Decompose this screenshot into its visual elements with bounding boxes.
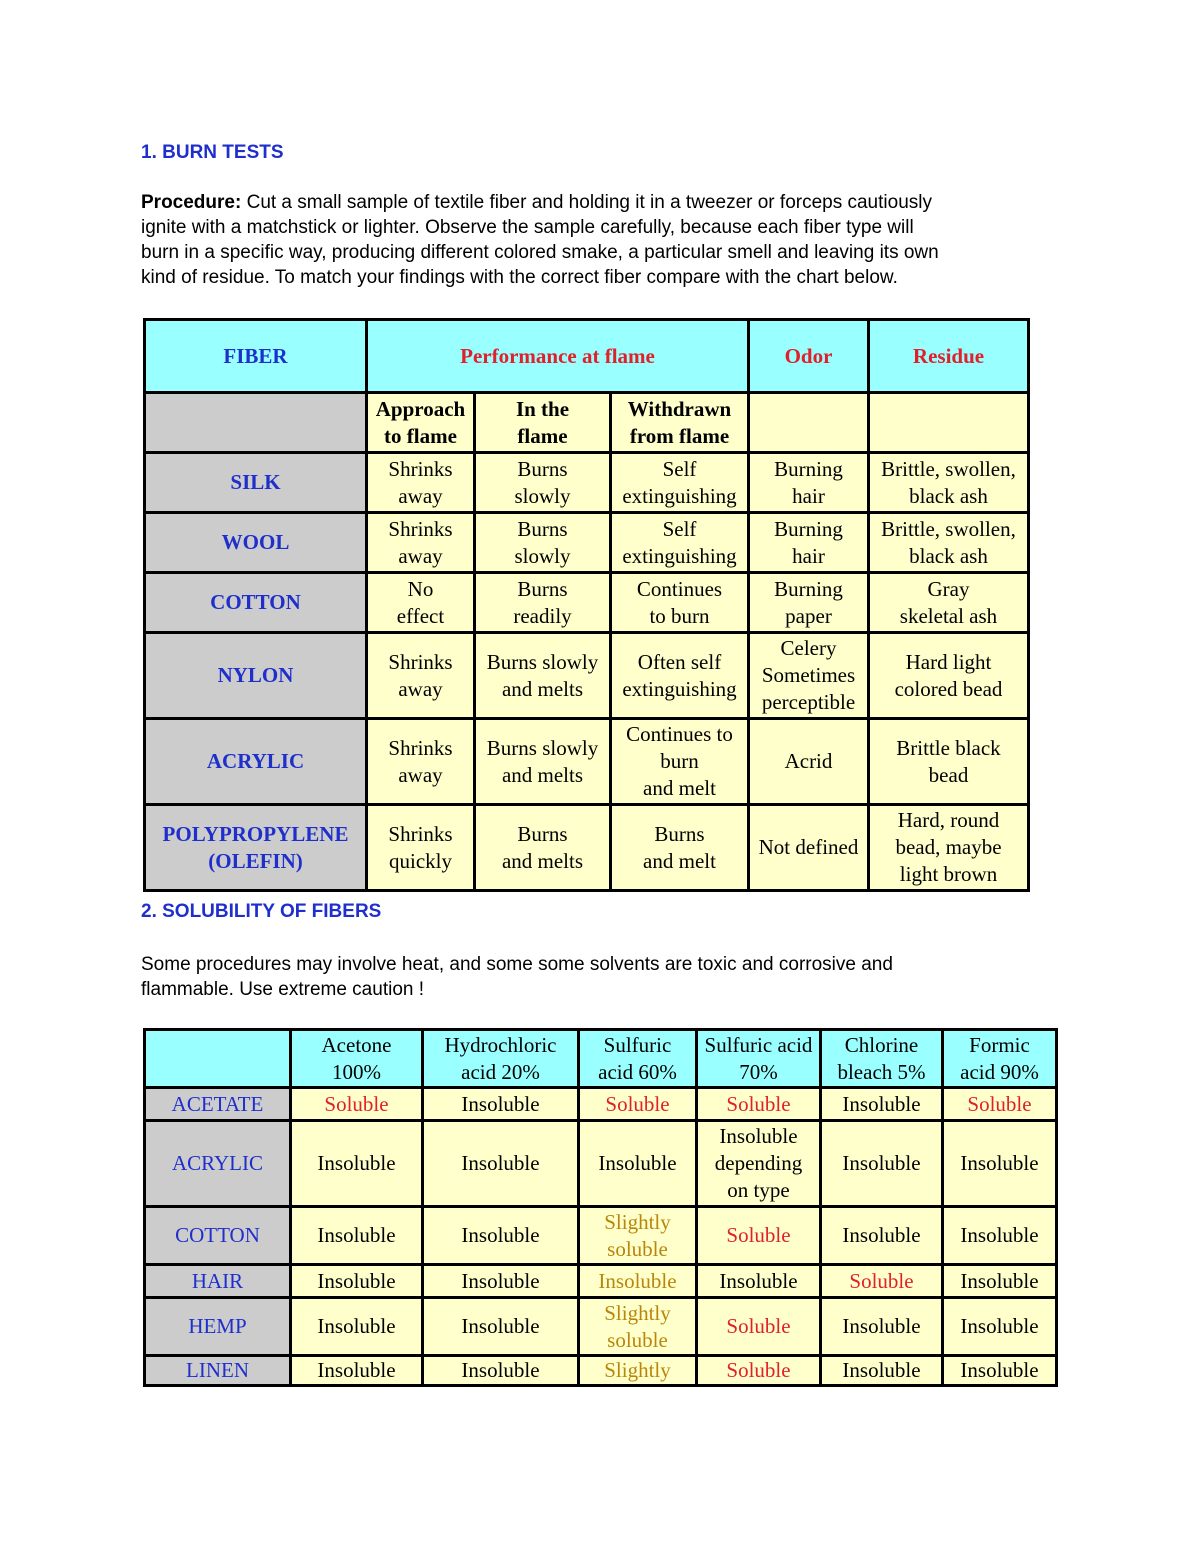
approach-cell [367,513,475,573]
withdrawn-cell [611,453,749,513]
withdrawn-line: extinguishing [622,543,737,568]
odor-line: Celery [780,636,837,660]
withdrawn-line: burn [660,749,699,773]
solubility-value: Soluble [849,1268,914,1293]
solubility-value-cell [423,1121,579,1207]
odor-line: Not defined [758,835,859,859]
solubility-value-cell [821,1356,943,1386]
residue-line: Hard light [905,649,992,674]
solubility-value-cell [943,1356,1057,1386]
in-flame-cell [475,513,611,573]
solubility-value: Insoluble [461,1314,540,1338]
solubility-row [145,1298,1057,1356]
solubility-value-cell [821,1265,943,1298]
residue-cell [869,633,1029,719]
fiber-name: POLYPROPYLENE [162,821,349,846]
solubility-value: Insoluble [317,1151,396,1175]
procedure-line: ignite with a matchstick or lighter. Observe the sample carefully, because each fiber type will [141,217,914,238]
fiber-name-cell [145,453,367,513]
withdrawn-cell [611,719,749,805]
approach-cell [367,453,475,513]
solubility-value-cell [291,1121,423,1207]
solubility-value-cell [697,1121,821,1207]
odor-cell [749,805,869,891]
header-odor: Odor [749,320,869,393]
solvent-header-line: 70% [739,1059,778,1084]
solubility-value: Insoluble [719,1268,798,1293]
solubility-value: Insoluble [317,1268,396,1293]
solubility-value: soluble [607,1327,668,1352]
solubility-value: Insoluble [960,1223,1039,1247]
solubility-value-cell [821,1207,943,1265]
burn-row [145,719,1029,805]
subheader-residue-empty [869,393,1029,453]
solubility-fiber-name: COTTON [145,1207,291,1265]
fiber-name: NYLON [217,663,294,687]
solubility-value-cell [579,1298,697,1356]
procedure-line: burn in a specific way, producing different colored smake, a particular smell and leaving its own [141,242,939,263]
subheader-in-flame-line: flame [517,423,568,448]
solubility-row [145,1088,1057,1121]
withdrawn-line: Continues to [626,722,733,746]
solubility-value: Insoluble [461,1268,540,1293]
solubility-row [145,1265,1057,1298]
solubility-value-cell [943,1207,1057,1265]
odor-line: hair [792,483,825,508]
subheader-empty [145,393,367,453]
solubility-value: Insoluble [719,1124,798,1148]
withdrawn-line: to burn [649,603,710,628]
fiber-name: (OLEFIN) [208,848,303,873]
solubility-value: Insoluble [317,1314,396,1338]
procedure-paragraph [141,190,1061,290]
solubility-value-cell [291,1298,423,1356]
solubility-fiber-name: ACETATE [145,1088,291,1121]
odor-line: Burning [774,516,843,541]
approach-line: Shrinks [388,649,453,674]
solubility-value-cell [697,1298,821,1356]
solubility-value-cell [943,1265,1057,1298]
residue-cell [869,573,1029,633]
subheader-in-flame [475,393,611,453]
fiber-name-cell [145,633,367,719]
in-flame-line: Burns [517,456,568,481]
solubility-row [145,1121,1057,1207]
residue-line: black ash [909,483,988,508]
fiber-name: WOOL [221,530,290,554]
solvent-header-line: Chlorine [844,1032,919,1057]
solvent-header [423,1030,579,1088]
solubility-value-cell [291,1207,423,1265]
solubility-line: flammable. Use extreme caution ! [141,979,425,1000]
withdrawn-cell [611,805,749,891]
subheader-withdrawn-line: Withdrawn [627,396,732,421]
odor-line: paper [785,603,832,628]
solubility-value: Insoluble [317,1358,396,1382]
solvent-header [821,1030,943,1088]
in-flame-line: Burns [517,516,568,541]
in-flame-cell [475,633,611,719]
subheader-withdrawn-line: from flame [629,423,730,448]
solubility-value: Insoluble [842,1091,921,1116]
withdrawn-cell [611,513,749,573]
solvent-header-line: 100% [332,1059,381,1084]
approach-cell [367,805,475,891]
subheader-approach-line: to flame [384,423,457,448]
solubility-fiber-name: HAIR [145,1265,291,1298]
odor-cell [749,633,869,719]
solubility-value: Insoluble [960,1314,1039,1338]
header-performance: Performance at flame [367,320,749,393]
solubility-value-cell [943,1121,1057,1207]
approach-line: Shrinks [388,456,453,481]
solubility-value-cell [579,1356,697,1386]
solubility-value: Insoluble [598,1151,677,1175]
withdrawn-line: extinguishing [622,483,737,508]
residue-line: bead, maybe [895,835,1002,859]
solubility-value: depending [714,1151,803,1175]
approach-line: away [398,762,443,787]
solubility-value: Slightly [604,1300,671,1325]
odor-cell [749,719,869,805]
in-flame-line: and melts [501,676,584,701]
solubility-value-cell [821,1298,943,1356]
solvent-header-line: Sulfuric acid [704,1032,813,1057]
withdrawn-line: Self [662,456,697,481]
solubility-value-cell [291,1265,423,1298]
section-heading-solubility: 2. SOLUBILITY OF FIBERS [141,901,382,922]
solubility-value: Soluble [605,1091,670,1116]
section-heading-burn-tests: 1. BURN TESTS [141,142,284,163]
solubility-value-cell [579,1265,697,1298]
burn-row [145,453,1029,513]
solubility-value: Insoluble [461,1223,540,1247]
solvent-header-line: Formic [969,1032,1030,1057]
subheader-approach [367,393,475,453]
withdrawn-line: Often self [637,649,722,674]
approach-line: quickly [389,848,452,873]
solubility-value: Insoluble [960,1268,1039,1293]
solubility-value-cell [423,1088,579,1121]
solubility-value: Insoluble [598,1268,677,1293]
residue-line: Brittle, swollen, [881,456,1016,481]
solubility-value-cell [579,1121,697,1207]
fiber-name-cell [145,805,367,891]
in-flame-line: readily [513,603,572,628]
solubility-value-cell [697,1356,821,1386]
solubility-header-empty [145,1030,291,1088]
residue-cell [869,453,1029,513]
solubility-value-cell [423,1356,579,1386]
solvent-header-line: acid 60% [598,1059,677,1084]
in-flame-line: and melts [501,762,584,787]
residue-line: Gray [927,576,970,601]
in-flame-cell [475,805,611,891]
odor-line: Acrid [784,749,833,773]
withdrawn-line: Burns [654,821,705,846]
approach-line: away [398,543,443,568]
subheader-in-flame-line: In the [515,396,570,421]
fiber-name-cell [145,513,367,573]
odor-line: Burning [774,456,843,481]
solubility-value: Insoluble [842,1358,921,1382]
fiber-name: ACRYLIC [206,749,305,773]
solubility-value: Soluble [726,1358,791,1382]
residue-line: Hard, round [897,808,1000,832]
in-flame-line: slowly [514,543,571,568]
solvent-header-line: Acetone [321,1032,392,1057]
solubility-value-cell [821,1121,943,1207]
burn-row [145,573,1029,633]
approach-line: Shrinks [388,821,453,846]
solvent-header [697,1030,821,1088]
fiber-name-cell [145,573,367,633]
subheader-withdrawn [611,393,749,453]
residue-cell [869,513,1029,573]
solubility-line: Some procedures may involve heat, and some some solvents are toxic and corrosive and [141,954,893,975]
solubility-value: Insoluble [960,1358,1039,1382]
fiber-name: SILK [230,470,281,494]
approach-line: Shrinks [388,516,453,541]
odor-cell [749,453,869,513]
burn-row [145,513,1029,573]
approach-line: Shrinks [388,735,453,760]
solubility-fiber-name: HEMP [145,1298,291,1356]
solubility-value: Slightly [604,1358,671,1382]
solvent-header-line: acid 20% [461,1059,540,1084]
solvent-header-line: Sulfuric [603,1032,672,1057]
fiber-name: COTTON [210,590,301,614]
in-flame-line: slowly [514,483,571,508]
approach-cell [367,633,475,719]
solubility-value: Insoluble [317,1223,396,1247]
withdrawn-line: extinguishing [622,676,737,701]
solubility-value-cell [821,1088,943,1121]
odor-line: perceptible [761,690,856,714]
solubility-value-cell [943,1088,1057,1121]
residue-line: light brown [899,862,998,886]
solvent-header-line: acid 90% [960,1059,1039,1084]
approach-line: away [398,483,443,508]
subheader-odor-empty [749,393,869,453]
solubility-value-cell [423,1265,579,1298]
solubility-value-cell [697,1207,821,1265]
residue-line: black ash [909,543,988,568]
burn-tests-section [141,140,1061,290]
solubility-value-cell [697,1088,821,1121]
solvent-header-line: bleach 5% [837,1059,926,1084]
solubility-value-cell [291,1088,423,1121]
solvent-header [579,1030,697,1088]
odor-line: Burning [774,576,843,601]
solubility-value: Insoluble [461,1091,540,1116]
solubility-row [145,1207,1057,1265]
solubility-header-row [145,1030,1057,1088]
odor-cell [749,573,869,633]
withdrawn-cell [611,573,749,633]
in-flame-cell [475,573,611,633]
approach-line: effect [396,603,445,628]
odor-line: hair [792,543,825,568]
in-flame-line: Burns slowly [486,735,599,760]
withdrawn-cell [611,633,749,719]
approach-line: No [407,576,434,601]
solubility-value: Soluble [324,1091,389,1116]
solvent-header [943,1030,1057,1088]
solubility-value: Soluble [726,1223,791,1247]
solubility-value: Insoluble [461,1358,540,1382]
residue-cell [869,719,1029,805]
burn-header-row [145,320,1029,393]
solubility-value: Insoluble [960,1151,1039,1175]
residue-line: bead [928,762,969,787]
residue-line: colored bead [894,676,1003,701]
solubility-row [145,1356,1057,1386]
procedure-label: Procedure: [141,192,242,213]
burn-row [145,633,1029,719]
in-flame-cell [475,719,611,805]
solvent-header [291,1030,423,1088]
withdrawn-line: Continues [636,576,723,601]
approach-cell [367,719,475,805]
in-flame-line: Burns [517,576,568,601]
solubility-value: Insoluble [842,1151,921,1175]
residue-line: skeletal ash [899,603,998,628]
procedure-line: Cut a small sample of textile fiber and holding it in a tweezer or forceps cautiously [241,192,932,213]
solubility-value-cell [423,1207,579,1265]
procedure-line: kind of residue. To match your findings with the correct fiber compare with the chart below. [141,267,898,288]
solvent-header-line: Hydrochloric [444,1032,557,1057]
solubility-value-cell [579,1207,697,1265]
solubility-value: Soluble [967,1091,1032,1116]
solubility-value-cell [579,1088,697,1121]
withdrawn-line: Self [662,516,697,541]
in-flame-line: and melts [501,848,584,873]
subheader-approach-line: Approach [375,396,466,421]
solubility-value-cell [423,1298,579,1356]
odor-cell [749,513,869,573]
solubility-value: Insoluble [842,1223,921,1247]
solubility-fiber-name: ACRYLIC [145,1121,291,1207]
withdrawn-line: and melt [643,848,716,873]
withdrawn-line: and melt [643,776,716,800]
solubility-fiber-name: LINEN [145,1356,291,1386]
header-fiber: FIBER [145,320,367,393]
in-flame-line: Burns [517,821,568,846]
burn-subheader-row [145,393,1029,453]
solubility-table [143,1028,1058,1387]
solubility-value: Soluble [726,1314,791,1338]
solubility-value-cell [291,1356,423,1386]
residue-line: Brittle, swollen, [881,516,1016,541]
fiber-name-cell [145,719,367,805]
in-flame-line: Burns slowly [486,649,599,674]
odor-line: Sometimes [761,663,856,687]
solubility-value: soluble [607,1236,668,1261]
approach-cell [367,573,475,633]
residue-cell [869,805,1029,891]
residue-line: Brittle black [896,735,1001,760]
burn-row [145,805,1029,891]
solubility-value: Slightly [604,1209,671,1234]
burn-test-table [143,318,1030,892]
solubility-value-cell [697,1265,821,1298]
solubility-paragraph [141,952,1041,1002]
solubility-value: Insoluble [461,1151,540,1175]
solubility-value: Insoluble [842,1314,921,1338]
solubility-value: Soluble [726,1091,791,1116]
approach-line: away [398,676,443,701]
header-residue: Residue [869,320,1029,393]
solubility-value: on type [727,1178,790,1202]
in-flame-cell [475,453,611,513]
solubility-value-cell [943,1298,1057,1356]
